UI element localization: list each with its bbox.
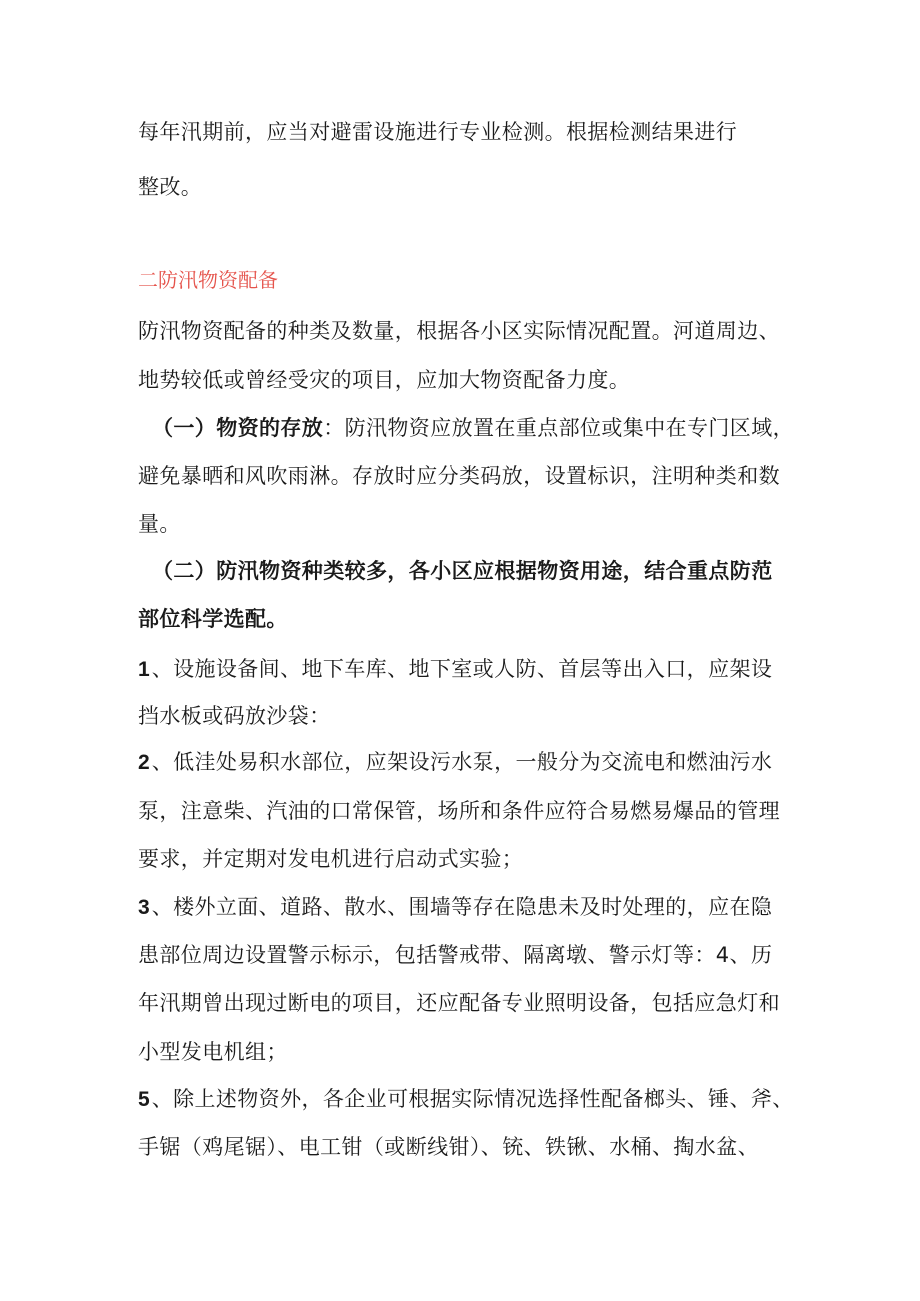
- section-para-line-2: 地势较低或曾经受灾的项目，应加大物资配备力度。: [138, 368, 631, 392]
- item-3-text: 、楼外立面、道路、散水、围墙等存在隐患未及时处理的，应在隐: [151, 895, 773, 919]
- item-2-line-3: 要求，并定期对发电机进行启动式实验；: [138, 847, 524, 871]
- item-1-number: 1: [138, 658, 150, 681]
- section-para-line-1: 防汛物资配备的种类及数量，根据各小区实际情况配置。河道周边、: [138, 319, 780, 343]
- intro-line-1: 每年汛期前，应当对避雷设施进行专业检测。根据检测结果进行: [138, 120, 738, 144]
- subsection-1-label: （一）物资的存放: [152, 416, 324, 440]
- section-heading: 二防汛物资配备: [138, 268, 278, 292]
- item-5-text: 、除上述物资外，各企业可根据实际情况选择性配备榔头、锤、斧、: [151, 1087, 794, 1111]
- subsection-1-text: ：防汛物资应放置在重点部位或集中在专门区域，: [323, 416, 795, 440]
- subsection-1-line-3: 量。: [138, 512, 181, 536]
- item-5-line-2: 手锯（鸡尾锯）、电工钳（或断线钳）、铳、铁锹、水桶、掏水盆、: [138, 1135, 759, 1159]
- item-2-number: 2: [138, 751, 150, 774]
- item-5-line-1: [138, 1085, 794, 1114]
- item-5-number: 5: [138, 1088, 150, 1111]
- intro-line-2: 整改。: [138, 175, 203, 199]
- item-1-text: 、设施设备间、地下车库、地下室或人防、首层等出入口，应架设: [151, 657, 773, 681]
- item-3-line-2: 患部位周边设置警示标示，包括警戒带、隔离墩、警示灯等：4、历: [138, 943, 773, 967]
- subsection-1-line-1: [152, 414, 794, 442]
- subsection-1-line-2: 避免暴晒和风吹雨淋。存放时应分类码放，设置标识，注明种类和数: [138, 464, 780, 488]
- subsection-2-line-1: （二）防汛物资种类较多，各小区应根据物资用途，结合重点防范: [152, 559, 773, 583]
- item-1-line-1: [138, 655, 772, 684]
- item-2-text: 、低洼处易积水部位，应架设污水泵，一般分为交流电和燃油污水: [151, 750, 773, 774]
- item-1-line-2: 挡水板或码放沙袋：: [138, 704, 331, 728]
- item-3-line-1: [138, 893, 772, 922]
- item-2-line-2: 泵，注意柴、汽油的口常保管，场所和条件应符合易燃易爆品的管理: [138, 799, 780, 823]
- subsection-2-line-2: 部位科学选配。: [138, 607, 288, 631]
- item-3-number: 3: [138, 896, 150, 919]
- item-3-line-3: 年汛期曾出现过断电的项目，还应配备专业照明设备，包括应急灯和: [138, 991, 780, 1015]
- item-3-line-4: 小型发电机组；: [138, 1040, 288, 1064]
- item-2-line-1: [138, 748, 772, 777]
